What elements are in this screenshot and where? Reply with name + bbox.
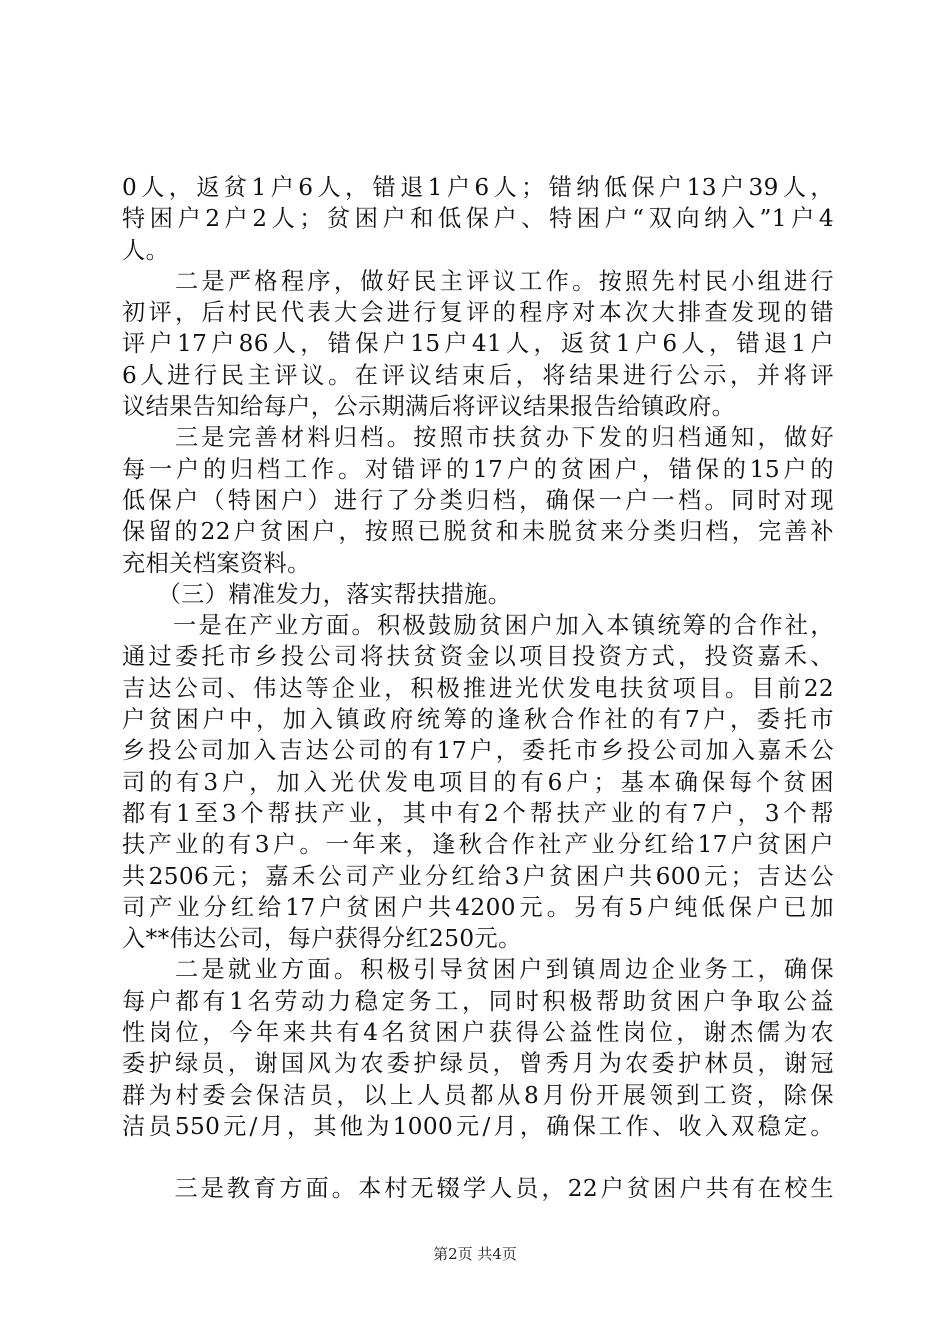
text-line: 共2506元；嘉禾公司产业分红给3户贫困户共600元；吉达公 <box>122 862 834 890</box>
text-line: 通过委托市乡投公司将扶贫资金以项目投资方式，投资嘉禾、 <box>122 643 834 671</box>
blank-line <box>122 1142 834 1173</box>
text-line: 群为村委会保洁员，以上人员都从8月份开展领到工资，除保 <box>122 1081 834 1109</box>
text-line: 6人进行民主评议。在评议结束后，将结果进行公示，并将评 <box>122 361 834 389</box>
text-line: 特困户2户2人；贫困户和低保户、特困户“双向纳入”1户4 <box>122 205 834 233</box>
text-line: 二是严格程序，做好民主评议工作。按照先村民小组进行 <box>122 267 834 295</box>
text-line: 一是在产业方面。积极鼓励贫困户加入本镇统筹的合作社， <box>122 612 834 640</box>
text-line: 洁员550元/月，其他为1000元/月，确保工作、收入双稳定。 <box>122 1112 834 1140</box>
text-line: 充相关档案资料。 <box>122 549 311 577</box>
text-line: 司的有3户，加入光伏发电项目的有6户；基本确保每个贫困 <box>122 768 834 796</box>
text-line: 三是教育方面。本村无辍学人员，22户贫困户共有在校生 <box>122 1175 834 1203</box>
text-line: 乡投公司加入吉达公司的有17户，委托市乡投公司加入嘉禾公 <box>122 737 834 765</box>
text-line: 每一户的归档工作。对错评的17户的贫困户，错保的15户的 <box>122 455 834 483</box>
document-body <box>122 172 834 1205</box>
text-line: 每户都有1名劳动力稳定务工，同时积极帮助贫困户争取公益 <box>122 987 834 1015</box>
text-line: 初评，后村民代表大会进行复评的程序对本次大排查发现的错 <box>122 299 834 327</box>
text-line: 二是就业方面。积极引导贫困户到镇周边企业务工，确保 <box>122 956 834 984</box>
text-line: 三是完善材料归档。按照市扶贫办下发的归档通知，做好 <box>122 424 834 452</box>
text-line: 0人，返贫1户6人，错退1户6人；错纳低保户13户39人， <box>122 174 834 201</box>
text-line: 扶产业的有3户。一年来，逢秋合作社产业分红给17户贫困户 <box>122 831 834 859</box>
text-line: 保留的22户贫困户，按照已脱贫和未脱贫来分类归档，完善补 <box>122 518 834 546</box>
text-line: 议结果告知给每户，公示期满后将评议结果报告给镇政府。 <box>122 393 736 421</box>
text-line: 入**伟达公司，每户获得分红250元。 <box>122 925 522 953</box>
text-line: （三）精准发力，落实帮扶措施。 <box>122 580 512 608</box>
text-line: 都有1至3个帮扶产业，其中有2个帮扶产业的有7户，3个帮 <box>122 799 834 827</box>
page-footer: 第2页 共4页 <box>433 1245 517 1263</box>
text-line: 低保户（特困户）进行了分类归档，确保一户一档。同时对现 <box>122 486 834 514</box>
text-line: 吉达公司、伟达等企业，积极推进光伏发电扶贫项目。目前22 <box>122 674 834 702</box>
text-line: 司产业分红给17户贫困户共4200元。另有5户纯低保户已加 <box>122 893 834 921</box>
text-line: 委护绿员，谢国风为农委护绿员，曾秀月为农委护林员，谢冠 <box>122 1050 834 1078</box>
text-line: 户贫困户中，加入镇政府统筹的逢秋合作社的有7户，委托市 <box>122 706 834 734</box>
text-line: 人。 <box>122 236 170 264</box>
text-line: 性岗位，今年来共有4名贫困户获得公益性岗位，谢杰儒为农 <box>122 1019 834 1047</box>
text-line: 评户17户86人，错保户15户41人，返贫1户6人，错退1户 <box>122 330 834 358</box>
